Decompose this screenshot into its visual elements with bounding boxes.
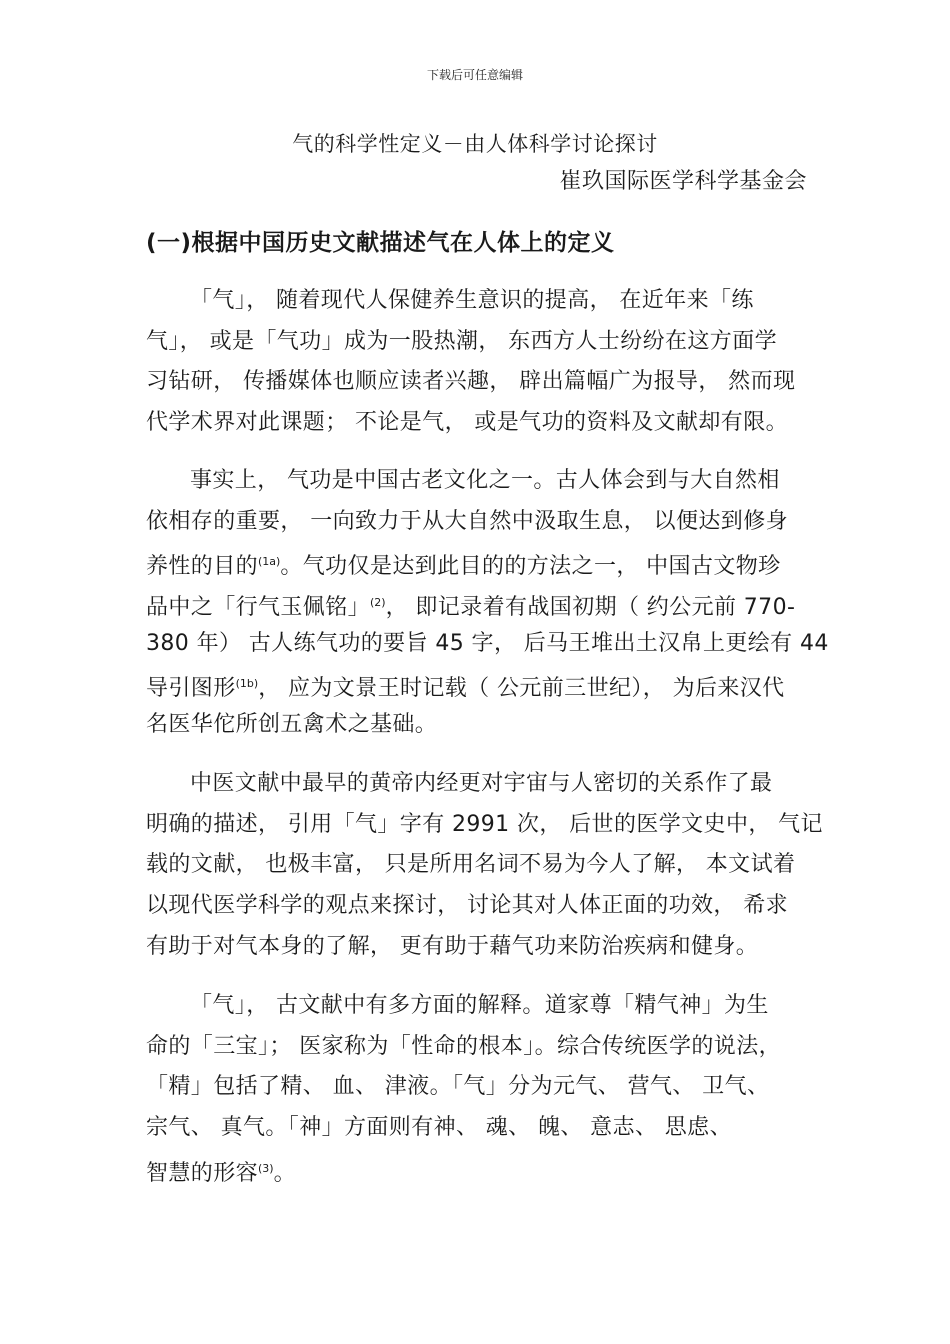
paragraph-line: 名医华佗所创五禽术之基础。 — [146, 712, 438, 738]
footnote-reference: (1b) — [235, 677, 259, 691]
paragraph-line — [146, 542, 806, 583]
paragraph-line: 明确的描述， 引用「气」字有 2991 次， 后世的医学文史中， 气记 — [146, 811, 823, 837]
footnote-reference: (3) — [258, 1161, 274, 1175]
paragraph-line: 中医文献中最早的黄帝内经更对宇宙与人密切的关系作了最 — [190, 771, 773, 796]
paragraph-line: 命的「三宝」； 医家称为「性命的根本」。综合传统医学的说法， — [146, 1033, 781, 1059]
paragraph-line: 事实上， 气功是中国古老文化之一。古人体会到与大自然相 — [190, 468, 780, 493]
footnote-reference: (1a) — [258, 555, 281, 569]
line-text: 养性的目的 — [146, 554, 259, 580]
paragraph-line: 宗气、 真气。「神」方面则有神、 魂、 魄、 意志、 思虑、 — [146, 1115, 732, 1141]
paragraph-line: 以现代医学科学的观点来探讨， 讨论其对人体正面的功效， 希求 — [146, 893, 788, 919]
section-heading: (一)根据中国历史文献描述气在人体上的定义 — [146, 230, 615, 256]
paragraph-1 — [146, 281, 806, 444]
line-text: 品中之「行气玉佩铭」 — [146, 595, 371, 621]
paragraph-line: 依相存的重要， 一向致力于从大自然中汲取生息， 以便达到修身 — [146, 508, 788, 534]
document-organization: 崔玖国际医学科学基金会 — [559, 169, 807, 194]
line-text: 智慧的形容 — [146, 1160, 259, 1186]
paragraph-line: 习钻研， 传播媒体也顺应读者兴趣， 辟出篇幅广为报导， 然而现 — [146, 369, 796, 395]
paragraph-line: 「气」， 随着现代人保健养生意识的提高， 在近年来「练 — [190, 288, 754, 313]
paragraph-line: 380 年） 古人练气功的要旨 45 字， 后马王堆出土汉帛上更绘有 44 — [146, 630, 829, 656]
paragraph-line: 载的文献， 也极丰富， 只是所用名词不易为今人了解， 本文试着 — [146, 852, 796, 878]
paragraph-line: 「气」， 古文献中有多方面的解释。道家尊「精气神」为生 — [190, 993, 769, 1018]
paragraph-line: 代学术界对此课题； 不论是气， 或是气功的资料及文献却有限。 — [146, 410, 788, 436]
paragraph-line: 有助于对气本身的了解， 更有助于藉气功来防治疾病和健身。 — [146, 933, 759, 959]
paragraph-line: 「精」包括了精、 血、 津液。「气」分为元气、 营气、 卫气、 — [146, 1074, 770, 1100]
paragraph-line — [146, 583, 806, 624]
document-title: 气的科学性定义－由人体科学讨论探讨 — [292, 132, 658, 156]
paragraph-line — [146, 1149, 806, 1190]
paragraph-2 — [146, 461, 829, 746]
paragraph-4 — [146, 986, 806, 1189]
paragraph-3 — [146, 764, 823, 967]
paragraph-line: 气」， 或是「气功」成为一股热潮， 东西方人士纷纷在这方面学 — [146, 328, 777, 354]
page-header-note: 下载后可任意编辑 — [426, 68, 523, 82]
line-text: 。气功仅是达到此目的的方法之一， 中国古文物珍 — [280, 554, 781, 580]
line-text: ， 即记录着有战国初期（ 约公元前 770- — [385, 595, 796, 621]
footnote-reference: (2) — [370, 596, 386, 610]
paragraph-line — [146, 664, 806, 705]
line-text: ， 应为文景王时记载（ 公元前三世纪）， 为后来汉代 — [258, 676, 785, 702]
line-text: 。 — [273, 1160, 297, 1186]
line-text: 导引图形 — [146, 676, 236, 702]
